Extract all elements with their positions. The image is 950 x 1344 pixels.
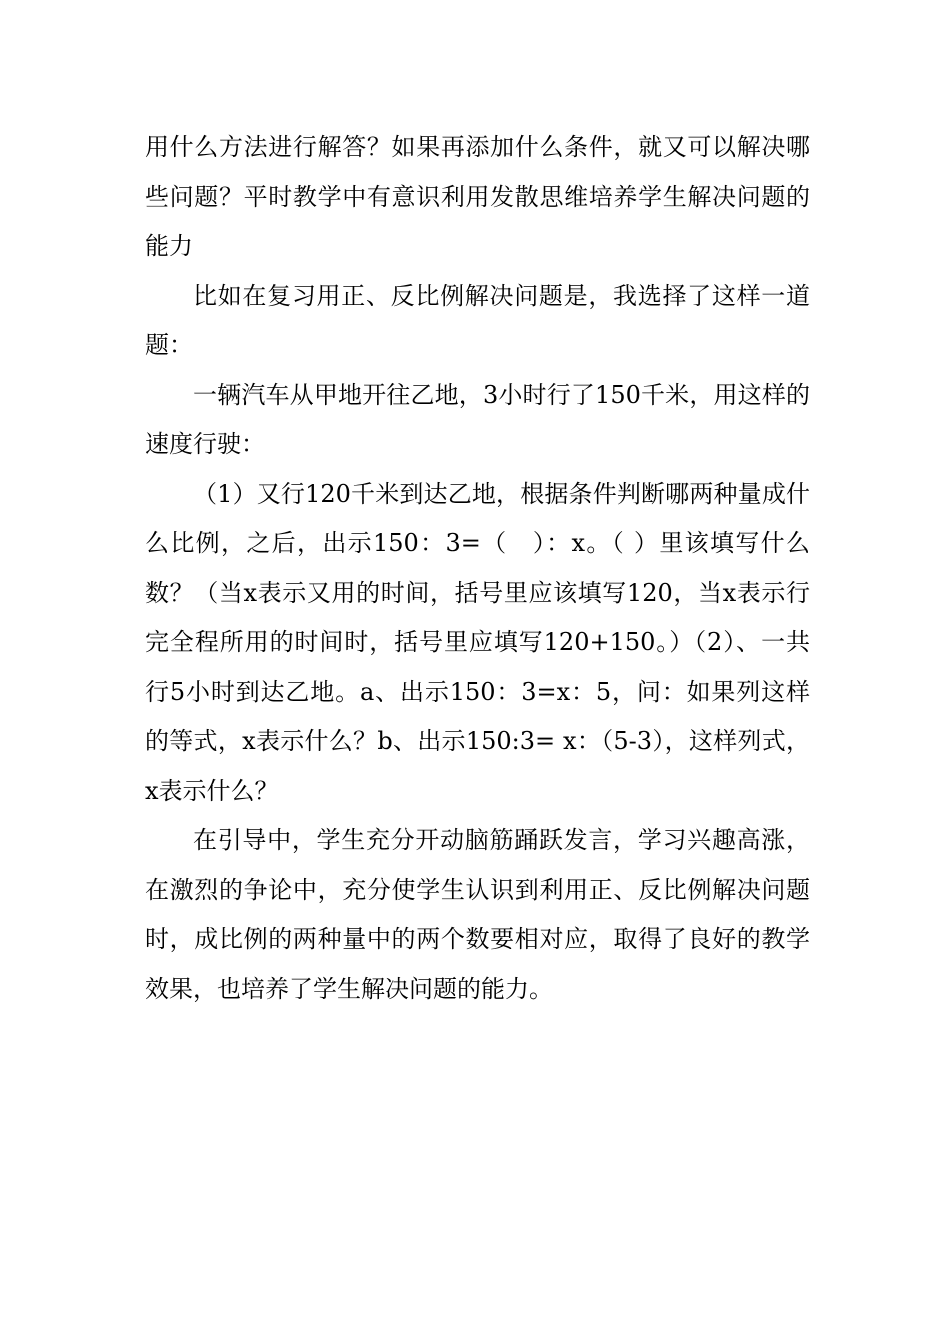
- paragraph-conclusion: 在引导中，学生充分开动脑筋踊跃发言，学习兴趣高涨，在激烈的争论中，充分使学生认识到利用正、反比例解决问题时，成比例的两种量中的两个数要相对应，取得了良好的教学效果，也培养了学生解决问题的能力。: [145, 826, 810, 1003]
- paragraph-example-intro: 比如在复习用正、反比例解决问题是，我选择了这样一道题：: [145, 281, 810, 359]
- paragraph-continuation: 用什么方法进行解答？如果再添加什么条件，就又可以解决哪些问题？平时教学中有意识利用发散思维培养学生解决问题的能力: [145, 133, 810, 260]
- paragraph-questions: （1）又行120千米到达乙地，根据条件判断哪两种量成什么比例，之后，出示150：3=（ ）：x。（ ）里该填写什么数？（当x表示又用的时间，括号里应该填写120，当x表示行完全程所用的时间时，括号里应填写120+150。）（2）、一共行5小时到达乙地。a、出示150：3=x：5，问：如果列这样的等式，x表示什么？b、出示150:3= x：（5-3），这样列式，x表示什么？: [145, 479, 810, 805]
- paragraph-problem: 一辆汽车从甲地开往乙地，3小时行了150千米，用这样的速度行驶：: [145, 380, 810, 458]
- document-body: [145, 123, 810, 1014]
